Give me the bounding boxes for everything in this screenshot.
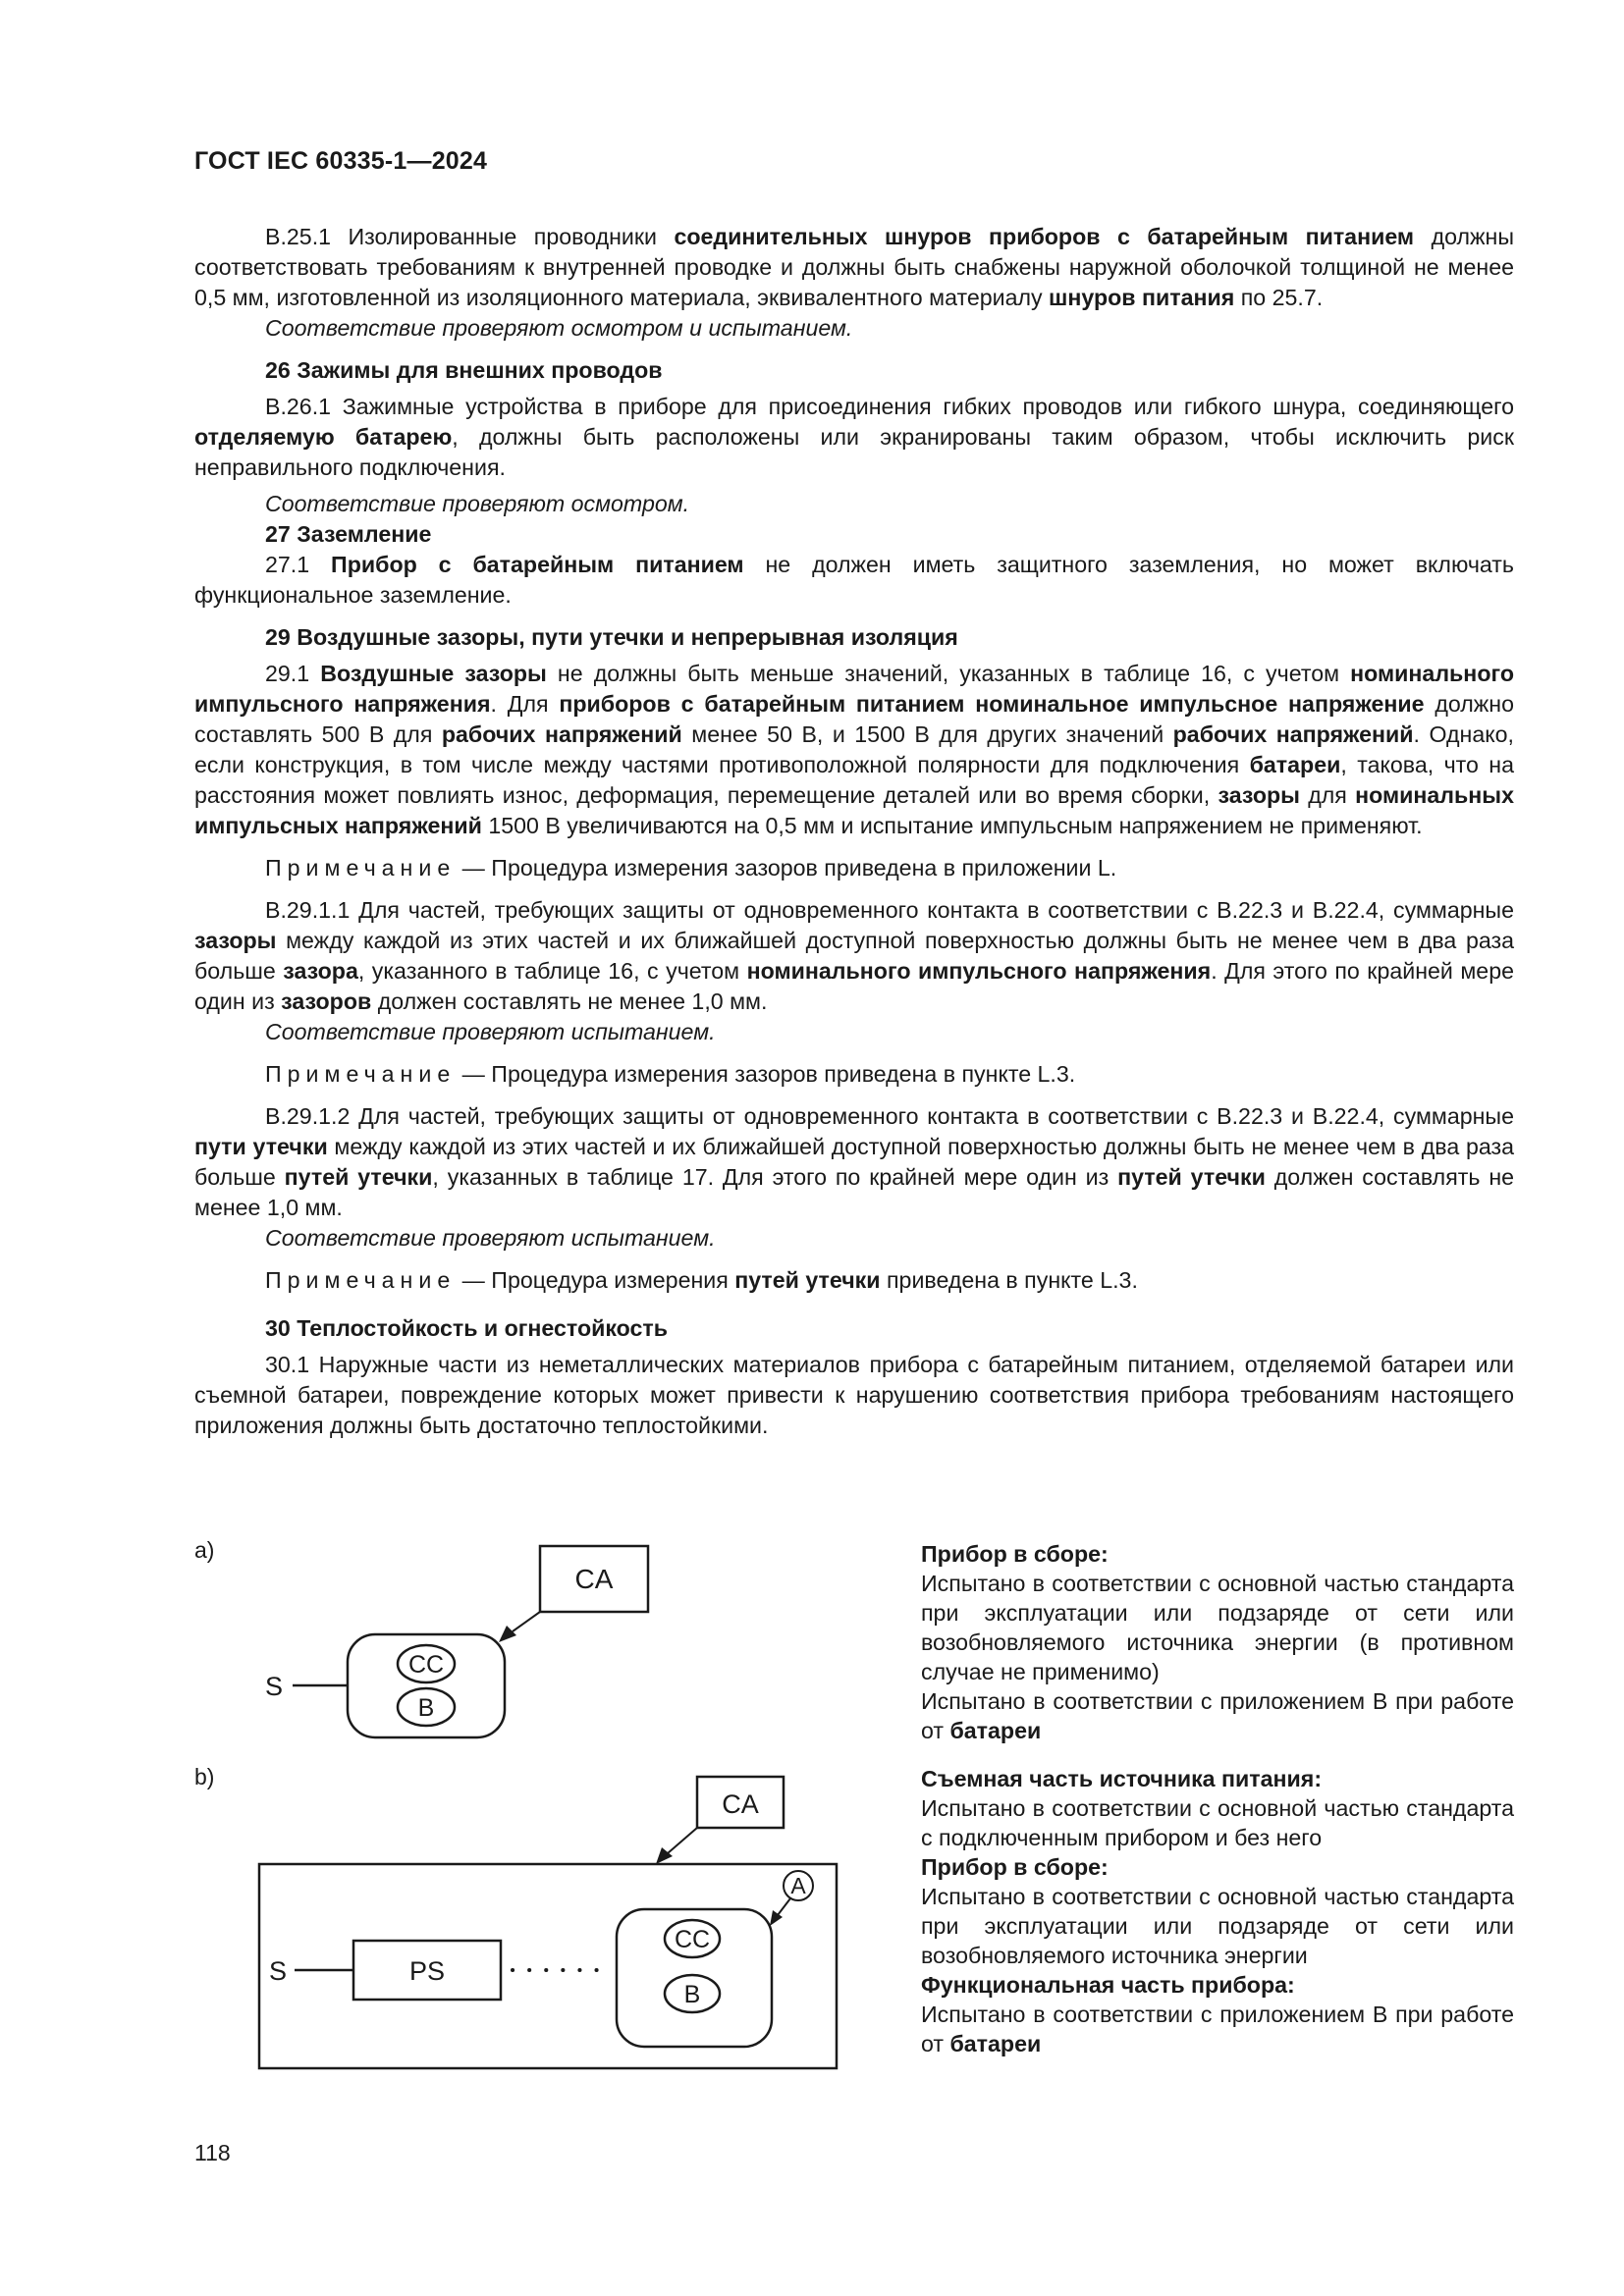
bold-term: номинального импульсного напряжения — [194, 661, 1514, 717]
section-heading-30: 30 Теплостойкость и огнестойкость — [265, 1315, 669, 1341]
cc-label: CC — [407, 1651, 445, 1679]
ca-arrow-line — [668, 1828, 697, 1853]
text-run: , указанных в таблице 17. Для этого по крайней мере один из — [432, 1164, 1118, 1190]
text-run: 1500 В увеличиваются на 0,5 мм и испытание импульсным напряжением не применяют. — [481, 813, 1423, 838]
text-run: , такова, что на расстояния может повлиять износ, деформация, перемещение деталей или во время сборки, — [194, 752, 1514, 808]
paragraph-b25-1 — [194, 222, 1514, 313]
bold-term: путей утечки — [284, 1164, 433, 1190]
bold-term: Прибор с батарейным питанием — [331, 552, 744, 577]
note — [194, 1265, 1514, 1296]
bold-term: зазоров — [281, 988, 372, 1014]
side-text-b — [921, 1764, 1514, 2058]
s-label: S — [269, 1956, 288, 1986]
bold-term: путей утечки — [1117, 1164, 1266, 1190]
bold-term: рабочих напряжений — [1172, 721, 1414, 747]
note — [194, 853, 1514, 883]
bold-term: Воздушные зазоры — [320, 661, 547, 686]
text-run: , указанного в таблице 16, с учетом — [357, 958, 747, 984]
figure-b-label: b) — [194, 1764, 215, 1789]
compliance-note: Соответствие проверяют осмотром и испытанием. — [265, 315, 853, 341]
ca-arrow-head — [656, 1847, 673, 1864]
side-text: Испытано в соответствии с основной частью стандарта при эксплуатации или подзаряде от сети или возобновляемого источника энергии — [921, 1884, 1514, 1968]
side-title: Прибор в сборе: — [921, 1541, 1109, 1567]
text-run: В.25.1 Изолированные проводники — [265, 224, 675, 249]
text-run: должно составлять 500 В для — [194, 691, 1515, 747]
bold-term: зазоры — [194, 928, 277, 953]
text-run: 27.1 — [265, 552, 332, 577]
bold-term: батареи — [1249, 752, 1341, 777]
diagram-b — [255, 1762, 844, 2076]
side-title: Съемная часть источника питания: — [921, 1766, 1323, 1791]
diagram-a — [255, 1526, 668, 1747]
bold-term: отделяемую батарею — [194, 424, 453, 450]
ca-arrow-head — [499, 1626, 516, 1642]
section-heading-27: 27 Заземление — [265, 521, 432, 547]
side-text: Испытано в соответствии с основной частью стандарта при эксплуатации или подзаряде от сети или возобновляемого источника энергии (в противном случае не применимо) — [921, 1571, 1514, 1684]
side-text-a — [921, 1539, 1514, 1745]
section-heading-26: 26 Зажимы для внешних проводов — [265, 357, 663, 383]
b-label: B — [417, 1694, 435, 1722]
text-run: В.29.1.1 Для частей, требующих защиты от одновременного контакта в соответствии с В.22.3 и В.22.4, суммарные — [265, 897, 1514, 923]
text-run: . Для — [490, 691, 560, 717]
side-text-part: Испытано в соответствии с приложением В при работе от — [921, 1688, 1514, 1743]
bold-term: номинального импульсного напряжения — [746, 958, 1212, 984]
a-label: A — [790, 1873, 806, 1898]
compliance-note: Соответствие проверяют испытанием. — [265, 1019, 716, 1044]
ca-arrow-line — [513, 1612, 540, 1631]
side-text — [921, 1686, 1514, 1745]
bold-term: номинальных импульсных напряжений — [194, 782, 1514, 838]
text-run: 29.1 — [265, 661, 321, 686]
text-run: между каждой из этих частей и их ближайшей доступной поверхностью должны быть не менее чем в два раза больше — [194, 1134, 1514, 1190]
note-text: — Процедура измерения зазоров приведена в приложении L. — [456, 855, 1117, 881]
text-run: . Для этого по крайней мере один из — [194, 958, 1514, 1014]
compliance-note: Соответствие проверяют испытанием. — [265, 1225, 716, 1251]
bold-term: шнуров питания — [1049, 285, 1235, 310]
bold-term: приборов с батарейным питанием номинальное импульсное напряжение — [559, 691, 1425, 717]
b-label: B — [683, 1981, 701, 2008]
text-run: между каждой из этих частей и их ближайшей доступной поверхностью должны быть не менее чем в два раза больше — [194, 928, 1514, 984]
text-run: В.26.1 Зажимные устройства в приборе для присоединения гибких проводов или гибкого шнура, соединяющего — [265, 394, 1514, 419]
page-number: 118 — [194, 2140, 231, 2165]
paragraph-b29-1-2 — [194, 1101, 1514, 1223]
section-heading-29: 29 Воздушные зазоры, пути утечки и непрерывная изоляция — [265, 624, 958, 650]
note-word: Примечание — [265, 1267, 457, 1293]
note — [194, 1059, 1514, 1090]
bold-term: путей утечки — [734, 1267, 881, 1293]
paragraph-b26-1 — [194, 392, 1514, 483]
side-title: Прибор в сборе: — [921, 1854, 1109, 1880]
text-run: , должны быть расположены или экранированы таким образом, чтобы исключить риск неправильного подключения. — [194, 424, 1514, 480]
note-text: — Процедура измерения зазоров приведена в пункте L.3. — [456, 1061, 1076, 1087]
s-label: S — [265, 1672, 284, 1701]
document-header: ГОСТ IEC 60335-1—2024 — [194, 147, 488, 175]
side-text: Испытано в соответствии с основной частью стандарта с подключенным прибором и без него — [921, 1795, 1514, 1850]
ps-label: PS — [408, 1956, 446, 1986]
side-text-part: Испытано в соответствии с приложением В при работе от — [921, 2002, 1514, 2056]
compliance-note: Соответствие проверяют осмотром. — [265, 491, 690, 516]
text-run: должен составлять не менее 1,0 мм. — [371, 988, 768, 1014]
ca-label: CA — [722, 1789, 759, 1819]
cc-label: CC — [674, 1926, 711, 1953]
note-word: Примечание — [265, 1061, 457, 1087]
paragraph-30-1: 30.1 Наружные части из неметаллических материалов прибора с батарейным питанием, отделяемой батареи или съемной батареи, повреждение которых может привести к нарушению соответствия прибора требованиям настоящего приложения должны быть достаточно теплостойкими. — [194, 1352, 1514, 1438]
text-run: должен составлять не менее 1,0 мм. — [194, 1164, 1515, 1220]
text-run: для — [1299, 782, 1356, 808]
text-run: должны соответствовать требованиям к внутренней проводке и должны быть снабжены наружной оболочкой толщиной не менее 0,5 мм, изготовленной из изоляционного материала, эквивалентного материалу — [194, 224, 1514, 310]
text-run: — Процедура измерения — [456, 1267, 735, 1293]
text-run: по 25.7. — [1234, 285, 1324, 310]
text-run: не должны быть меньше значений, указанных в таблице 16, с учетом — [546, 661, 1351, 686]
figure-a-label: а) — [194, 1537, 215, 1563]
bold-term: зазора — [283, 958, 358, 984]
main-text — [194, 222, 1514, 1441]
bold-term: соединительных шнуров приборов с батарейным питанием — [674, 224, 1415, 249]
paragraph-b29-1-1 — [194, 895, 1514, 1017]
bold-term: зазоры — [1218, 782, 1300, 808]
paragraph-27-1 — [194, 550, 1514, 611]
text-run: В.29.1.2 Для частей, требующих защиты от одновременного контакта в соответствии с В.22.3 и В.22.4, суммарные — [265, 1103, 1514, 1129]
note-word: Примечание — [265, 855, 457, 881]
text-run: приведена в пункте L.3. — [880, 1267, 1138, 1293]
text-run: . Однако, если конструкция, в том числе между частями противоположной полярности для подключения — [194, 721, 1514, 777]
bold-term: рабочих напряжений — [441, 721, 682, 747]
text-run: менее 50 В, и 1500 В для других значений — [681, 721, 1173, 747]
paragraph-29-1 — [194, 659, 1514, 841]
ca-label: CA — [574, 1564, 614, 1594]
side-text — [921, 2000, 1514, 2058]
note-text — [456, 1267, 1138, 1293]
text-run: не должен иметь защитного заземления, но может включать функциональное заземление. — [194, 552, 1514, 608]
bold-term: пути утечки — [194, 1134, 328, 1159]
side-text-bold: батареи — [949, 1718, 1042, 1743]
side-title: Функциональная часть прибора: — [921, 1972, 1295, 1998]
side-text-bold: батареи — [949, 2031, 1042, 2056]
